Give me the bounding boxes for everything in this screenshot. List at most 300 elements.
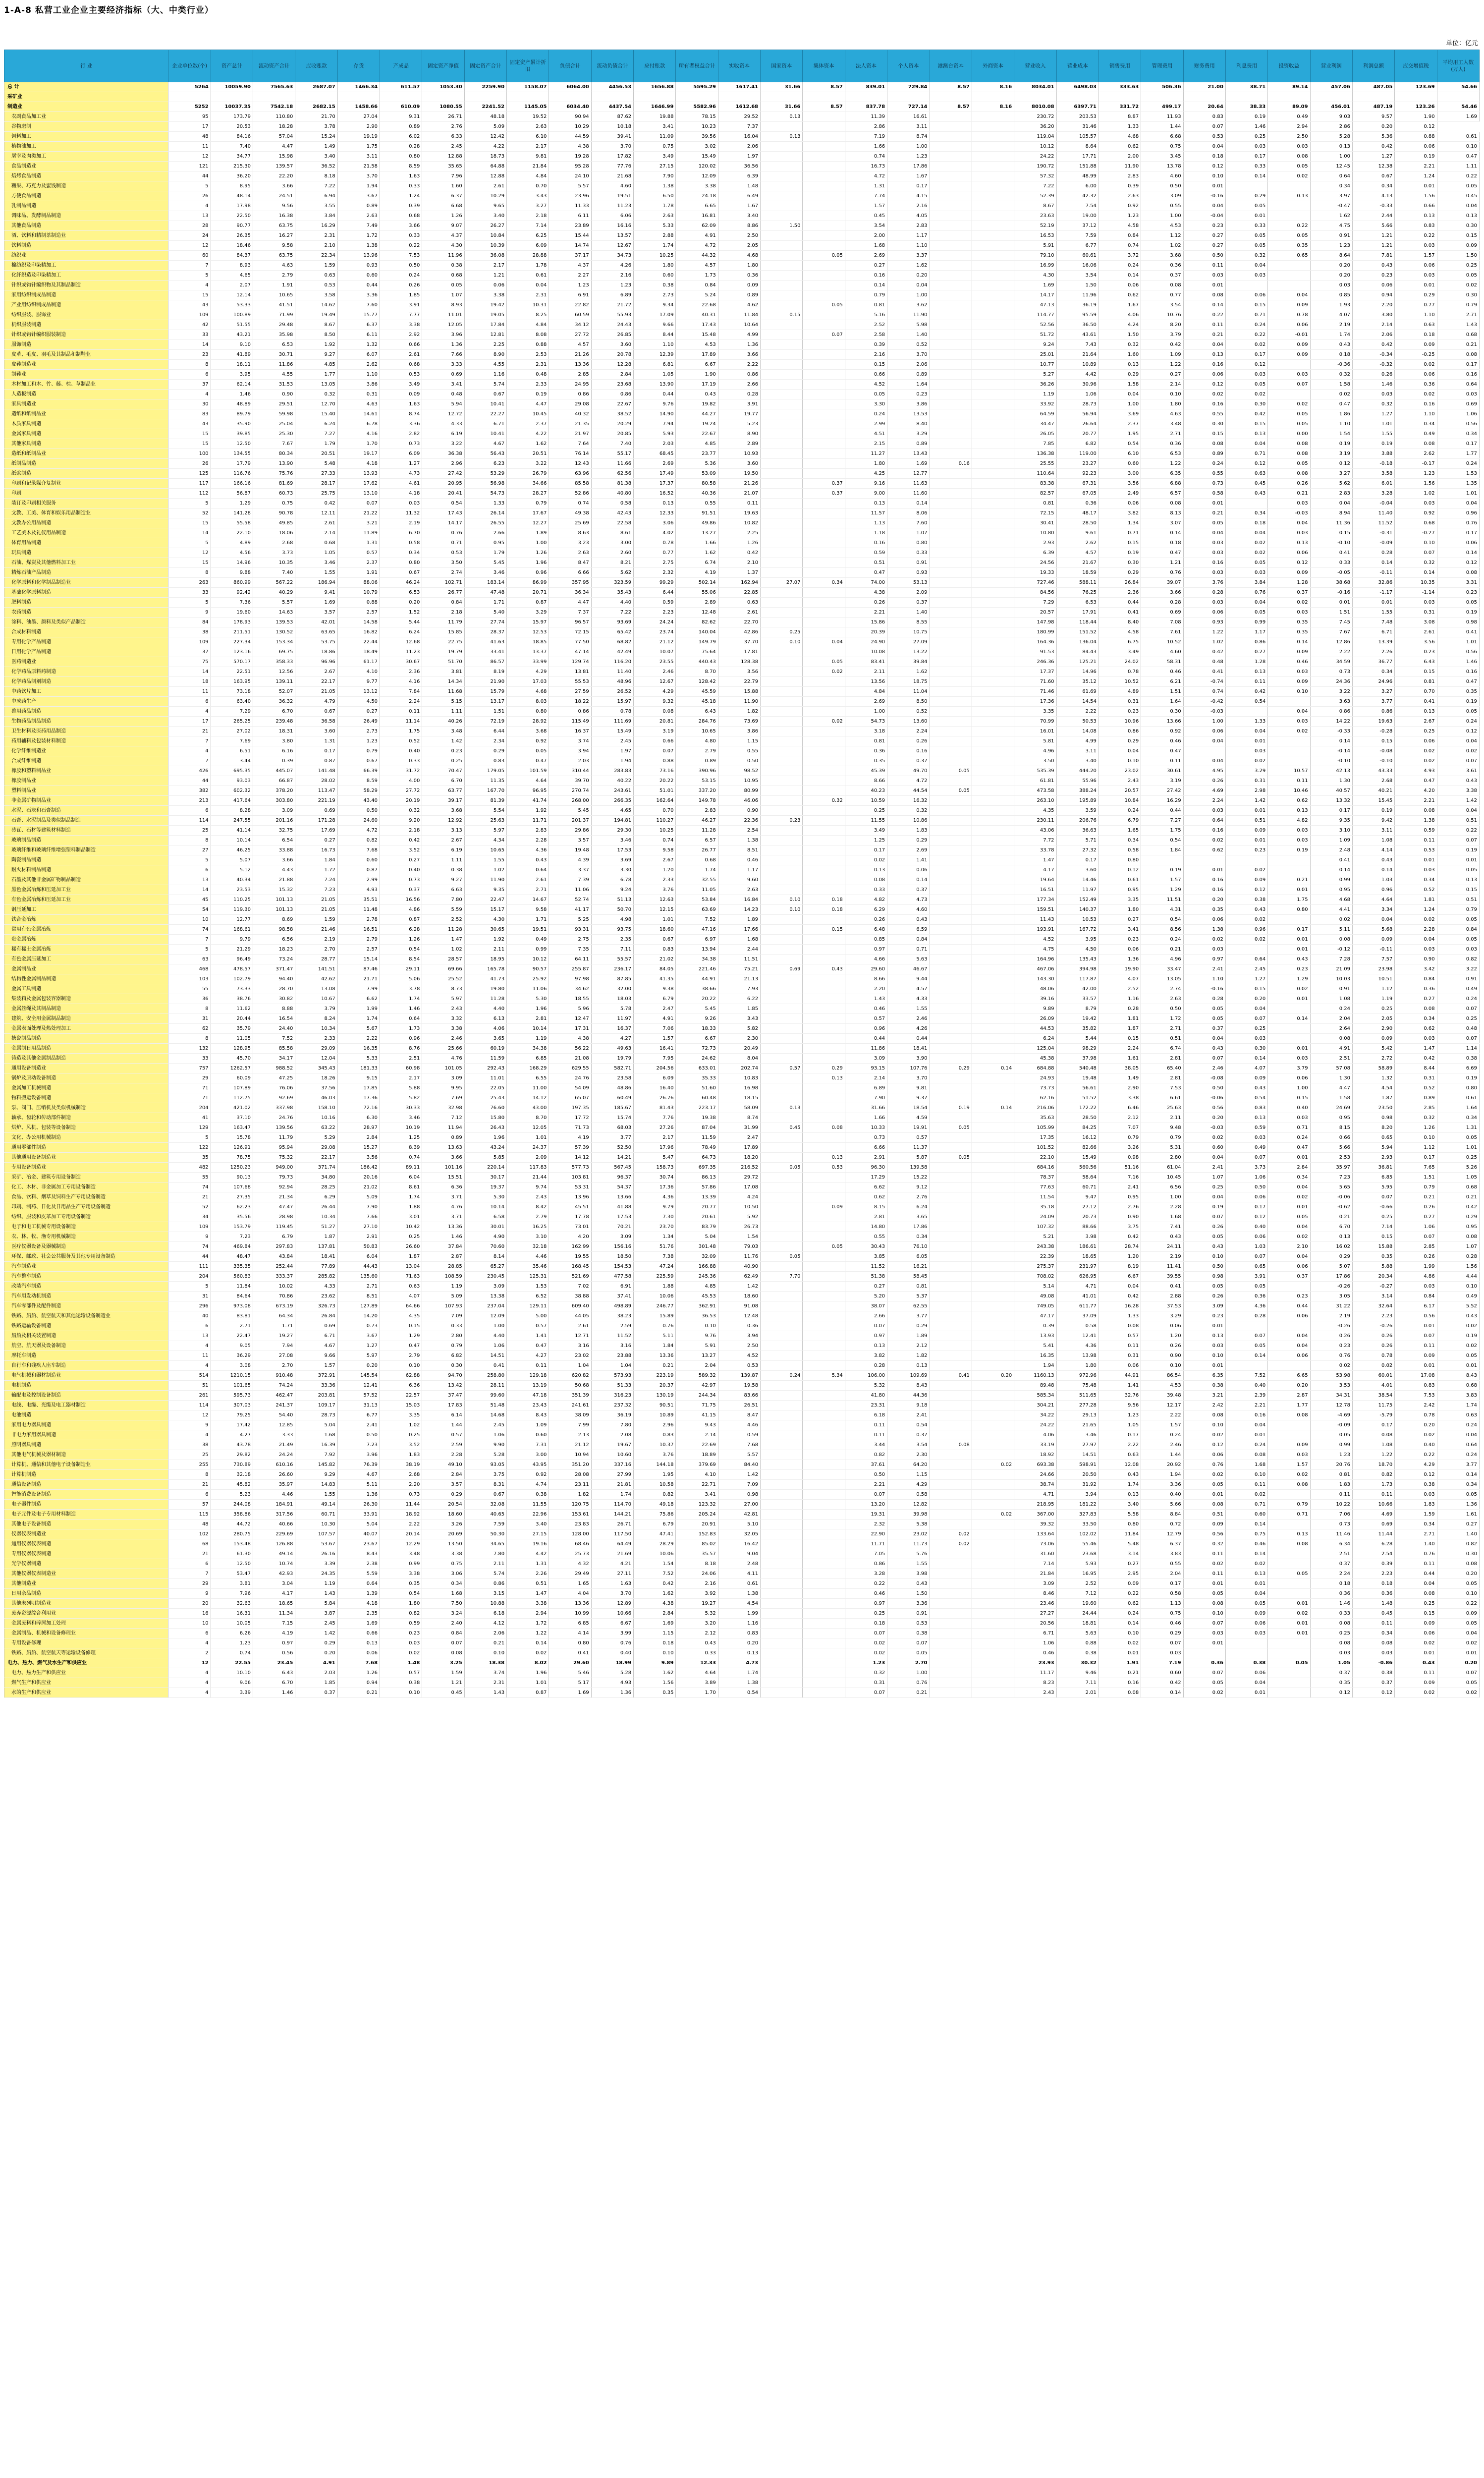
table-cell: 1.77 (1268, 1401, 1310, 1410)
table-cell: 51.55 (211, 320, 253, 330)
table-cell: 12.05 (507, 1123, 549, 1133)
table-cell: 0.70 (634, 806, 676, 816)
table-cell (972, 1351, 1014, 1361)
table-cell: 0.49 (507, 935, 549, 945)
table-cell (972, 271, 1014, 281)
table-cell: 0.04 (1437, 736, 1479, 746)
row-label: 集装箱及金属包装容器制造 (4, 994, 168, 1004)
table-cell: 49.63 (591, 1044, 633, 1054)
table-cell: 8.44 (634, 330, 676, 340)
table-cell: 0.66 (1395, 201, 1437, 211)
table-cell: 11 (168, 687, 211, 697)
table-cell: 0.09 (1268, 647, 1310, 657)
table-cell: 10.19 (380, 1123, 422, 1133)
table-cell: 17.43 (422, 508, 464, 518)
table-cell: 0.04 (1183, 1153, 1225, 1163)
table-cell: 0.32 (1099, 340, 1141, 350)
table-cell: 22.39 (1014, 1252, 1056, 1262)
table-cell: 1.84 (1141, 845, 1183, 855)
table-cell: 1.46 (1352, 380, 1394, 390)
table-cell: 30.82 (253, 994, 295, 1004)
table-cell: 0.12 (1183, 1440, 1225, 1450)
table-cell: 1.67 (887, 171, 930, 181)
table-cell: 0.67 (634, 935, 676, 945)
table-cell: 1.68 (845, 241, 887, 251)
table-cell: 5.48 (295, 459, 337, 469)
table-cell (972, 1272, 1014, 1282)
table-row (4, 300, 1480, 310)
table-cell: 27.59 (549, 687, 591, 697)
table-row (4, 657, 1480, 667)
table-cell: 18.26 (295, 1073, 337, 1083)
table-cell: -0.12 (1310, 945, 1352, 955)
table-cell: 2.99 (845, 419, 887, 429)
table-cell: 0.02 (1268, 399, 1310, 409)
table-cell (972, 1212, 1014, 1222)
table-cell (1268, 360, 1310, 370)
table-cell (930, 508, 972, 518)
table-cell: 35.63 (1014, 1113, 1056, 1123)
table-cell: 0.52 (1395, 1083, 1437, 1093)
table-cell: 0.42 (1099, 1232, 1141, 1242)
table-cell: 37.09 (1056, 1311, 1099, 1321)
table-cell: 0.29 (887, 1321, 930, 1331)
table-cell: 1.55 (887, 1004, 930, 1014)
table-cell: 0.06 (1268, 1073, 1310, 1083)
table-cell: 1.94 (591, 756, 633, 766)
table-cell: 7 (168, 261, 211, 271)
table-cell (803, 885, 845, 895)
table-cell: 0.13 (803, 1153, 845, 1163)
table-row (4, 419, 1480, 429)
table-cell: 0.13 (1183, 350, 1225, 360)
table-cell: 0.05 (1183, 1282, 1225, 1292)
table-cell: 2.11 (464, 1559, 506, 1569)
table-cell (1268, 697, 1310, 707)
table-cell: 64.49 (591, 1539, 633, 1549)
table-cell: 0.30 (1099, 558, 1141, 568)
table-cell: 2.31 (295, 231, 337, 241)
table-cell (972, 1470, 1014, 1480)
table-cell: 32.08 (464, 1500, 506, 1510)
table-cell: 0.80 (380, 558, 422, 568)
table-cell: 37.56 (295, 1083, 337, 1093)
table-cell (930, 310, 972, 320)
table-cell: 17.98 (211, 201, 253, 211)
table-cell: 611.77 (1056, 1301, 1099, 1311)
table-cell: 34.31 (1310, 1391, 1352, 1401)
table-cell: 18.06 (253, 528, 295, 538)
table-cell: 7 (168, 756, 211, 766)
table-cell: 0.30 (1225, 1044, 1267, 1054)
table-cell: 16.98 (718, 1083, 760, 1093)
row-label: 针织或钩针编织服装制造 (4, 330, 168, 340)
table-cell: 103.81 (549, 1173, 591, 1183)
table-cell: 0.06 (1395, 261, 1437, 271)
table-cell (972, 419, 1014, 429)
table-cell (803, 350, 845, 360)
table-cell (930, 618, 972, 627)
table-cell: 89.48 (1014, 1381, 1056, 1391)
table-cell: 1.02 (464, 865, 506, 875)
table-cell: 0.86 (1310, 707, 1352, 717)
table-cell (972, 231, 1014, 241)
row-label: 人造板制造 (4, 390, 168, 399)
table-cell: 3.80 (1352, 310, 1394, 320)
table-cell: 0.05 (1310, 1430, 1352, 1440)
table-cell: 7.99 (337, 984, 380, 994)
table-cell (972, 439, 1014, 449)
table-cell: 0.05 (1437, 935, 1479, 945)
table-cell: 0.06 (1183, 370, 1225, 380)
table-cell: 42.93 (253, 1569, 295, 1579)
table-cell: 87.04 (676, 1123, 718, 1133)
table-cell: 8.50 (295, 330, 337, 340)
table-cell: 63.40 (211, 697, 253, 707)
table-cell: 13.36 (634, 1351, 676, 1361)
table-cell: 3.49 (845, 826, 887, 836)
table-cell: 0.69 (422, 370, 464, 380)
table-cell: 20.76 (1310, 1460, 1352, 1470)
table-cell: 7.64 (549, 439, 591, 449)
header-col: 流动资产合计 (253, 50, 295, 82)
table-cell: 36.52 (295, 162, 337, 171)
table-cell: 15.49 (676, 152, 718, 162)
table-cell: 0.86 (718, 370, 760, 380)
table-cell: -0.26 (1310, 1321, 1352, 1331)
table-cell: 27.72 (549, 330, 591, 340)
table-cell: 14 (168, 528, 211, 538)
table-cell: 5.41 (1014, 1341, 1056, 1351)
table-cell: 0.19 (1310, 439, 1352, 449)
table-cell: 2.18 (507, 211, 549, 221)
table-cell (761, 1222, 803, 1232)
table-row (4, 578, 1480, 588)
table-cell: 8.18 (676, 1559, 718, 1569)
table-cell: 0.98 (1352, 1113, 1394, 1123)
table-cell: 729.84 (887, 82, 930, 92)
table-cell (972, 845, 1014, 855)
table-cell: 31.66 (761, 102, 803, 112)
table-cell: 0.84 (1437, 925, 1479, 935)
table-cell: 2.63 (718, 885, 760, 895)
table-cell: 8.19 (1099, 1262, 1141, 1272)
table-cell: 0.09 (803, 1202, 845, 1212)
table-row (4, 1381, 1480, 1391)
table-cell: 29.72 (718, 1173, 760, 1183)
table-cell: 0.03 (1395, 865, 1437, 875)
table-cell: 13.36 (549, 360, 591, 370)
table-cell: -0.11 (1352, 945, 1394, 955)
table-cell: 337.98 (253, 1103, 295, 1113)
table-cell: 3.02 (676, 142, 718, 152)
table-cell (803, 955, 845, 964)
table-cell: 6.39 (718, 171, 760, 181)
table-cell: 1.66 (845, 1113, 887, 1123)
table-cell: 14 (168, 667, 211, 677)
table-cell: 0.02 (1395, 1430, 1437, 1440)
table-cell: 4.20 (1395, 786, 1437, 796)
table-cell: 0.03 (1395, 499, 1437, 508)
table-cell: -0.31 (1352, 528, 1394, 538)
table-cell: 0.43 (1437, 1311, 1479, 1321)
table-cell: 19.42 (464, 300, 506, 310)
table-cell: 7.66 (337, 1212, 380, 1222)
table-cell: 0.50 (845, 1470, 887, 1480)
table-cell (761, 1024, 803, 1034)
table-cell: 0.77 (634, 548, 676, 558)
table-cell: 9.00 (845, 489, 887, 499)
table-cell: 0.90 (253, 390, 295, 399)
table-cell: 5 (168, 271, 211, 281)
table-cell: 1.19 (1352, 994, 1394, 1004)
table-cell (972, 945, 1014, 955)
table-cell: 6.55 (507, 1073, 549, 1083)
table-cell: 15.78 (211, 1133, 253, 1143)
table-cell: 1.00 (1141, 1192, 1183, 1202)
table-cell: 10.14 (507, 1024, 549, 1034)
table-cell: 4.63 (337, 399, 380, 409)
table-cell: 0.47 (1310, 399, 1352, 409)
table-cell: 9.18 (887, 1401, 930, 1410)
table-cell: 22.71 (676, 1480, 718, 1490)
table-cell: 1.83 (1395, 1500, 1437, 1510)
table-cell (1268, 201, 1310, 211)
table-cell: 0.38 (422, 865, 464, 875)
table-cell: 0.42 (718, 548, 760, 558)
table-cell: 81.39 (464, 796, 506, 806)
table-cell: 4.36 (1225, 1301, 1267, 1311)
table-cell: 0.69 (295, 806, 337, 816)
table-cell: 10.65 (253, 290, 295, 300)
row-label: 专用化学产品制造 (4, 637, 168, 647)
table-cell: 1.80 (718, 261, 760, 271)
table-cell: 11.86 (845, 1044, 887, 1054)
table-cell (972, 370, 1014, 380)
table-cell: 70.99 (1014, 717, 1056, 727)
table-cell: 1.56 (1395, 479, 1437, 489)
table-cell: 29.48 (253, 320, 295, 330)
table-cell: 1.44 (1141, 122, 1183, 132)
table-cell: 3.11 (337, 152, 380, 162)
table-cell: 110.25 (211, 895, 253, 905)
table-cell: 0.35 (1437, 687, 1479, 697)
table-cell: 7.06 (1310, 1510, 1352, 1520)
table-cell: 162.64 (634, 796, 676, 806)
table-cell: 20.64 (1183, 102, 1225, 112)
table-cell: 31.66 (845, 1103, 887, 1113)
table-cell (930, 776, 972, 786)
table-cell: 23.31 (845, 1401, 887, 1410)
table-cell: 6.43 (1395, 657, 1437, 667)
table-cell: 21.26 (549, 350, 591, 360)
table-cell: 0.52 (380, 736, 422, 746)
table-cell: 6.77 (337, 1410, 380, 1420)
table-cell: 0.71 (422, 538, 464, 548)
table-cell: 5.52 (1437, 1301, 1479, 1311)
table-cell (803, 994, 845, 1004)
row-label: 金属制日用品制造 (4, 1044, 168, 1054)
table-cell: 0.08 (1437, 568, 1479, 578)
table-cell: 17.89 (718, 1143, 760, 1153)
table-cell: 8.25 (507, 310, 549, 320)
table-cell (803, 1351, 845, 1361)
table-cell: 3.13 (422, 826, 464, 836)
table-cell (803, 727, 845, 736)
table-cell: 4.07 (1099, 974, 1141, 984)
table-cell: 14.17 (422, 518, 464, 528)
table-cell: 12.04 (295, 1054, 337, 1064)
table-cell: 6.00 (1056, 181, 1099, 191)
table-cell: 12.28 (591, 360, 633, 370)
row-label: 船舶及相关装置制造 (4, 1331, 168, 1341)
table-cell: 6.22 (718, 994, 760, 1004)
table-cell: 125.04 (1014, 1044, 1056, 1054)
row-label: 玻璃纤维和玻璃纤维增强塑料制品制造 (4, 845, 168, 855)
table-cell (803, 92, 845, 102)
table-cell: 0.03 (1183, 806, 1225, 816)
table-cell: 0.14 (1437, 1470, 1479, 1480)
table-cell: 90.51 (634, 1401, 676, 1410)
table-cell: 0.66 (380, 340, 422, 350)
table-cell: 230.11 (1014, 816, 1056, 826)
table-cell: 0.18 (1225, 518, 1267, 528)
table-cell: 19.52 (507, 112, 549, 122)
table-cell: 15.80 (464, 1113, 506, 1123)
table-cell: -0.27 (1395, 528, 1437, 538)
table-cell: 20.50 (1056, 1470, 1099, 1480)
table-cell (803, 786, 845, 796)
table-cell: 2.21 (845, 608, 887, 618)
table-cell: 26.52 (591, 687, 633, 697)
table-cell: 0.34 (1310, 181, 1352, 191)
table-cell: 223.19 (634, 1371, 676, 1381)
table-cell: 0.11 (718, 499, 760, 508)
table-cell: 0.39 (845, 340, 887, 350)
table-cell: 66.39 (337, 766, 380, 776)
table-cell: 1.68 (295, 1430, 337, 1440)
table-cell: 0.04 (1395, 935, 1437, 945)
table-cell: 101.13 (253, 905, 295, 915)
table-cell: 17.86 (887, 162, 930, 171)
table-cell: 5.33 (337, 1054, 380, 1064)
table-cell: 0.14 (887, 875, 930, 885)
table-cell: 0.28 (845, 1361, 887, 1371)
table-cell: 0.10 (1183, 1252, 1225, 1262)
table-cell: 64.66 (380, 1301, 422, 1311)
table-cell: 10.93 (718, 449, 760, 459)
table-cell: 6.29 (845, 905, 887, 915)
table-cell (803, 191, 845, 201)
table-cell: 0.03 (1268, 1450, 1310, 1460)
table-cell: 0.10 (1437, 1282, 1479, 1292)
table-cell: 0.47 (1395, 776, 1437, 786)
table-cell (761, 945, 803, 955)
table-cell: 71.75 (676, 1401, 718, 1410)
table-cell: 26.05 (1014, 429, 1056, 439)
table-cell: 0.78 (591, 707, 633, 717)
table-cell: 0.10 (1268, 687, 1310, 697)
table-cell: 22.05 (464, 1083, 506, 1093)
table-cell: 26.71 (591, 1520, 633, 1529)
table-cell: 19.60 (211, 608, 253, 618)
table-cell (761, 974, 803, 984)
table-cell: 0.02 (1225, 915, 1267, 925)
table-cell: 21.35 (549, 419, 591, 429)
table-cell: 0.48 (507, 370, 549, 380)
table-cell: 0.04 (1225, 261, 1267, 271)
table-cell: 0.03 (1225, 142, 1267, 152)
table-cell: 0.07 (634, 746, 676, 756)
table-cell: 14.54 (1056, 697, 1099, 707)
table-cell: 0.41 (1183, 667, 1225, 677)
table-cell: 0.34 (1268, 1173, 1310, 1183)
table-cell: 0.26 (380, 281, 422, 290)
table-cell (761, 548, 803, 558)
table-cell: 60.98 (380, 1064, 422, 1073)
table-cell: 0.43 (1268, 955, 1310, 964)
table-cell: 135.60 (337, 1272, 380, 1282)
table-cell (930, 1420, 972, 1430)
table-cell: 1.85 (718, 1004, 760, 1014)
table-cell: 144.18 (634, 1460, 676, 1470)
table-cell: 0.22 (1225, 330, 1267, 340)
table-cell: 35.82 (1056, 1024, 1099, 1034)
table-cell: 39.85 (211, 429, 253, 439)
table-cell: 11.01 (464, 1073, 506, 1083)
table-cell: 0.36 (1225, 1292, 1267, 1301)
table-row (4, 508, 1480, 518)
table-cell: 1.92 (507, 806, 549, 816)
table-cell: -0.06 (1183, 1093, 1225, 1103)
table-row (4, 1272, 1480, 1282)
table-cell: 0.08 (803, 1123, 845, 1133)
table-cell: 3.27 (507, 201, 549, 211)
table-cell: 30.41 (1014, 518, 1056, 528)
table-cell: 0.38 (1225, 895, 1267, 905)
table-row (4, 1004, 1480, 1014)
table-cell: 2.61 (718, 608, 760, 618)
table-cell: 18.54 (887, 1103, 930, 1113)
table-cell: 3.16 (549, 1341, 591, 1351)
table-cell: 5.93 (634, 429, 676, 439)
table-cell: 93.75 (591, 925, 633, 935)
table-cell: 1.79 (464, 548, 506, 558)
table-cell: 15.32 (253, 885, 295, 895)
table-cell: 2.57 (337, 608, 380, 618)
table-cell: 0.58 (887, 1490, 930, 1500)
table-cell: 78.37 (1014, 1173, 1056, 1183)
header-col: 应交增值税 (1395, 50, 1437, 82)
table-cell: 2.52 (422, 915, 464, 925)
table-cell: 0.21 (1141, 945, 1183, 955)
table-cell (761, 1044, 803, 1054)
table-cell: 0.43 (1099, 1470, 1141, 1480)
table-cell: 18.60 (422, 1510, 464, 1520)
table-cell: 1.62 (507, 439, 549, 449)
table-cell: 168.61 (211, 925, 253, 935)
table-cell: 58.29 (337, 786, 380, 796)
table-cell: 0.54 (422, 499, 464, 508)
table-cell: 153.61 (549, 1510, 591, 1520)
table-cell: 8.63 (549, 528, 591, 538)
table-cell: 2.25 (464, 340, 506, 350)
table-cell: 4.21 (591, 1559, 633, 1569)
table-cell: 46.25 (211, 845, 253, 855)
table-cell: 0.02 (1395, 746, 1437, 756)
table-cell (972, 1430, 1014, 1440)
table-cell: 0.11 (1395, 836, 1437, 845)
